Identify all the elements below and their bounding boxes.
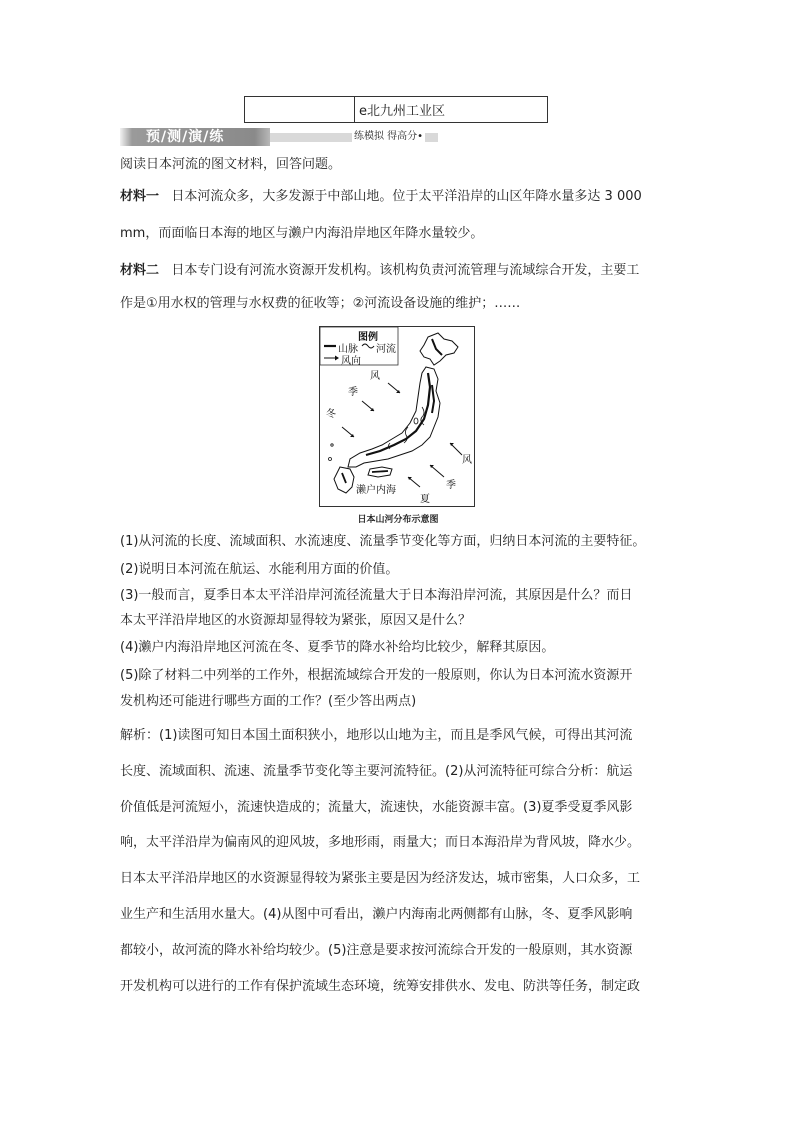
island-2 — [331, 444, 333, 446]
hokkaido-outline — [420, 333, 458, 365]
map-label-ji-1: 季 — [348, 387, 358, 398]
material1-line2: mm，而面临日本海的地区与濑户内海沿岸地区年降水量较少。 — [120, 226, 484, 241]
analysis-line3: 价值低是河流短小，流速快造成的；流量大，流速快，水能资源丰富。(3)夏季受夏季风影 — [120, 800, 633, 815]
question-1: (1)从河流的长度、流域面积、水流速度、流量季节变化等方面，归纳日本河流的主要特征。 — [120, 534, 646, 549]
material2-text1: 日本专门设有河流水资源开发机构。该机构负责河流管理与流域综合开发，主要工 — [171, 263, 640, 278]
honshu-outline — [348, 367, 440, 467]
material2-line2: 作是①用水权的管理与水权费的征收等；②河流设备设施的维护；…… — [120, 296, 521, 311]
shikoku-mountain — [372, 471, 388, 472]
legend-title: 图例 — [358, 332, 378, 343]
analysis-line1: 解析：(1)读图可知日本国土面积狭小，地形以山地为主，而且是季风气候，可得出其河流 — [120, 728, 633, 743]
legend-wind-label: 风向 — [341, 356, 361, 367]
analysis-line7: 都较小，故河流的降水补给均较少。(5)注意是要求按河流综合开发的一般原则，其水资源 — [120, 943, 633, 958]
material1-line1 — [120, 187, 680, 207]
question-3-line1: (3)一般而言，夏季日本太平洋沿岸河流径流量大于日本海沿岸河流，其原因是什么？而日 — [120, 588, 633, 603]
question-3-line2: 本太平洋沿岸地区的水资源却显得较为紧张，原因又是什么？ — [120, 613, 472, 628]
material2-line1 — [120, 261, 680, 281]
intro-text: 阅读日本河流的图文材料，回答问题。 — [120, 157, 342, 172]
map-label-feng-2: 风 — [462, 455, 472, 466]
question-4: (4)濑户内海沿岸地区河流在冬、夏季节的降水补给均比较少，解释其原因。 — [120, 640, 555, 655]
map-label-xia: 夏 — [420, 494, 430, 505]
island-1 — [329, 458, 332, 461]
analysis-line4: 响，太平洋沿岸为偏南风的迎风坡，多地形雨，雨量大；而日本海沿岸为背风坡，降水少。 — [120, 835, 641, 850]
legend-mountain-label: 山脉 — [338, 344, 358, 355]
map-label-dong: 冬 — [326, 409, 336, 420]
question-5-line1: (5)除了材料二中列举的工作外，根据流域综合开发的一般原则，你认为日本河流水资源开 — [120, 668, 633, 683]
table-divider — [354, 97, 355, 122]
map-label-feng-1: 风 — [370, 371, 380, 382]
banner-title: 预/测/演/练 — [146, 129, 225, 145]
map-caption: 日本山河分布示意图 — [357, 515, 439, 525]
map-label-seto: 濑户内海 — [356, 485, 396, 496]
material2-label: 材料二 — [120, 263, 160, 278]
analysis-line6: 业生产和生活用水量大。(4)从图中可看出，濑户内海南北两侧都有山脉，冬、夏季风影响 — [120, 907, 633, 922]
analysis-line8: 开发机构可以进行的工作有保护流域生态环境，统筹安排供水、发电、防洪等任务，制定政 — [120, 979, 641, 994]
question-5-line2: 发机构还可能进行哪些方面的工作？(至少答出两点) — [120, 694, 417, 709]
legend-river-label: 河流 — [376, 344, 396, 355]
material1-label: 材料一 — [120, 189, 160, 204]
map-label-ji-2: 季 — [446, 480, 456, 491]
analysis-line2: 长度、流域面积、流速、流量季节变化等主要河流特征。(2)从河流特征可综合分析：航运 — [120, 764, 633, 779]
japan-map-figure — [319, 326, 475, 507]
table-cell: e北九州工业区 — [359, 104, 445, 119]
analysis-line5: 日本太平洋沿岸地区的水资源显得较为紧张主要是因为经济发达，城市密集，人口众多，工 — [120, 871, 641, 886]
banner-subtitle: 练模拟 得高分• — [352, 129, 425, 145]
question-2: (2)说明日本河流在航运、水能利用方面的价值。 — [120, 562, 399, 577]
material1-text1: 日本河流众多，大多发源于中部山地。位于太平洋沿岸的山区年降水量多达 3 000 — [171, 189, 642, 204]
section-banner — [120, 128, 438, 146]
top-table — [244, 96, 548, 123]
